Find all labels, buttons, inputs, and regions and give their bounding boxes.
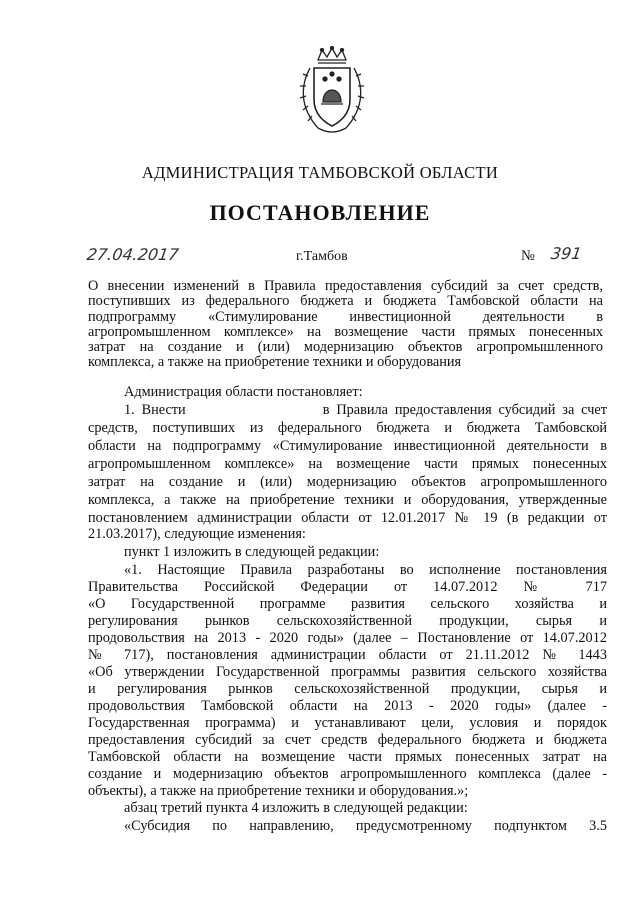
body-line: агропромышленном комплексе» на возмещение части прямых понесенных [88, 456, 607, 472]
subject-line: агропромышленном комплексе» на возмещение части прямых понесенных [88, 324, 603, 340]
body-line: Государственная программа) и устанавливают цели, условия и порядок [88, 715, 607, 731]
body-line: «Об утверждении Государственной программы развития сельского хозяйства [88, 664, 607, 680]
body-line: комплекса, а также на приобретение техники и оборудования, утвержденные [88, 492, 607, 508]
body-line: объекты), а также на приобретение техники и оборудования.»; [88, 783, 469, 799]
body-line: Тамбовской области на возмещение части прямых понесенных затрат на [88, 749, 607, 765]
subject-line: подпрограмму «Стимулирование инвестиционной деятельности в [88, 309, 603, 325]
body-line: «1. Настоящие Правила разработаны во исполнение постановления [124, 562, 607, 578]
body-line: Правительства Российской Федерации от 14.07.2012 № 717 [88, 579, 607, 595]
document-subject [88, 279, 603, 371]
subject-line: комплекса, а также на приобретение техники и оборудования [88, 354, 462, 371]
body-line: области на подпрограмму «Стимулирование инвестиционной деятельности в [88, 438, 607, 454]
document-date: 27.04.2017 [85, 245, 180, 264]
body-line: «О Государственной программе развития сельского хозяйства и [88, 596, 607, 612]
document-city: г.Тамбов [296, 249, 348, 264]
document-type-title: ПОСТАНОВЛЕНИЕ [209, 200, 431, 225]
organization-title: АДМИНИСТРАЦИЯ ТАМБОВСКОЙ ОБЛАСТИ [141, 163, 499, 182]
body-line: 21.03.2017), следующие изменения: [88, 526, 306, 542]
body-line: регулирования рынков сельскохозяйственной продукции, сырья и [88, 613, 607, 629]
document-number: 391 [549, 244, 583, 263]
body-line: 1. Внести в Правила предоставления субсидий за счет [124, 402, 607, 418]
body-line: продовольствия Тамбовской области на 2013 - 2020 годы» (далее - [88, 698, 607, 714]
body-line: Администрация области постановляет: [124, 384, 363, 400]
subject-line: поступивших из федерального бюджета и бюджета Тамбовской области на [88, 294, 603, 310]
body-line: и регулирования рынков сельскохозяйственной продукции, сырья и [88, 681, 607, 697]
body-line: постановлением администрации области от 12.01.2017 № 19 (в редакции от [88, 510, 607, 526]
body-line: затрат на создание и (или) модернизацию объектов агропромышленного [88, 474, 607, 490]
coat-of-arms-emblem [296, 46, 368, 138]
document-number-label: № [521, 248, 535, 264]
body-line: предоставления субсидий за счет средств федерального бюджета и бюджета [88, 732, 607, 748]
subject-line: затрат на создание и (или) модернизацию объектов агропромышленного [88, 340, 603, 356]
body-line: «Субсидия по направлению, предусмотренному подпунктом 3.5 [124, 818, 607, 834]
body-line: пункт 1 изложить в следующей редакции: [124, 544, 380, 560]
body-line: абзац третий пункта 4 изложить в следующей редакции: [124, 800, 468, 816]
body-line: создание и модернизацию объектов агропромышленного комплекса (далее - [88, 766, 607, 782]
subject-line: О внесении изменений в Правила предоставления субсидий за счет средств, [88, 279, 603, 294]
body-line: средств, поступивших из федерального бюджета и бюджета Тамбовской [88, 420, 607, 436]
body-line: продовольствия на 2013 - 2020 годы» (далее – Постановление от 14.07.2012 [88, 630, 607, 646]
body-line: № 717), постановления администрации области от 21.11.2012 № 1443 [88, 647, 607, 663]
